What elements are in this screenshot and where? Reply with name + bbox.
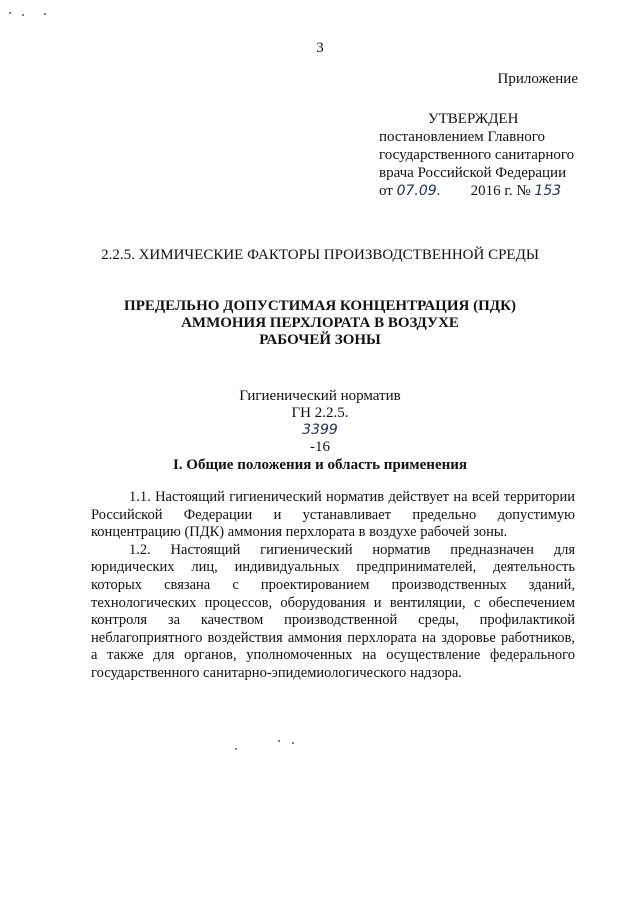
paragraph-1-2: 1.2. Настоящий гигиенический норматив предназначен для юридических лиц, индивидуальных предпринимателей, деятельность которых связана с проектированием производственных зданий, технологических процессов, оборудования и вентиляции, с обеспечением контроля за качеством производственной среды, профилактикой неблагоприятного воздействия аммония перхлората на здоровье работников, а также для органов, уполномоченных на осуществление федерального государственного санитарно-эпидемиологического надзора.	[91, 541, 575, 681]
body-text	[91, 489, 575, 683]
date-prefix: от	[379, 183, 393, 199]
scan-speck	[292, 742, 294, 744]
norm-code-suffix: -16	[310, 439, 330, 455]
handwritten-norm-number: 3399	[302, 422, 338, 438]
approval-date-line	[379, 182, 574, 200]
handwritten-number: 153	[534, 183, 562, 199]
section-heading: 2.2.5. ХИМИЧЕСКИЕ ФАКТОРЫ ПРОИЗВОДСТВЕННОЙ СРЕДЫ	[101, 247, 539, 263]
norm-block	[0, 388, 640, 456]
approval-line-1: постановлением Главного	[379, 129, 546, 145]
year-number-label: 2016 г. №	[470, 183, 531, 199]
approval-block	[379, 110, 574, 200]
main-title-line-3: РАБОЧЕЙ ЗОНЫ	[259, 332, 381, 348]
norm-label: Гигиенический норматив	[239, 388, 401, 404]
scan-speck	[9, 12, 11, 14]
handwritten-date: 07.09.	[396, 183, 442, 199]
approval-line-3: врача Российской Федерации	[379, 165, 567, 181]
paragraph-1-1: 1.1. Настоящий гигиенический норматив действует на всей территории Российской Федерации и устанавливает предельно допустимую концентрацию (ПДК) аммония перхлората в воздухе рабочей зоны.	[91, 489, 575, 541]
main-title-line-1: ПРЕДЕЛЬНО ДОПУСТИМАЯ КОНЦЕНТРАЦИЯ (ПДК)	[124, 298, 516, 314]
scan-speck	[235, 748, 237, 750]
norm-code-prefix: ГН 2.2.5.	[291, 405, 349, 421]
approval-title: УТВЕРЖДЕН	[428, 111, 519, 127]
page-number: 3	[316, 40, 324, 56]
annex-label: Приложение	[497, 71, 578, 87]
chapter-heading: I. Общие положения и область применения	[172, 457, 468, 473]
scan-speck	[278, 740, 280, 742]
norm-code	[0, 405, 640, 456]
main-title	[0, 298, 640, 349]
approval-line-2: государственного санитарного	[379, 147, 575, 163]
scan-speck	[44, 13, 46, 15]
scan-speck	[22, 14, 24, 16]
main-title-line-2: АММОНИЯ ПЕРХЛОРАТА В ВОЗДУХЕ	[181, 315, 459, 331]
